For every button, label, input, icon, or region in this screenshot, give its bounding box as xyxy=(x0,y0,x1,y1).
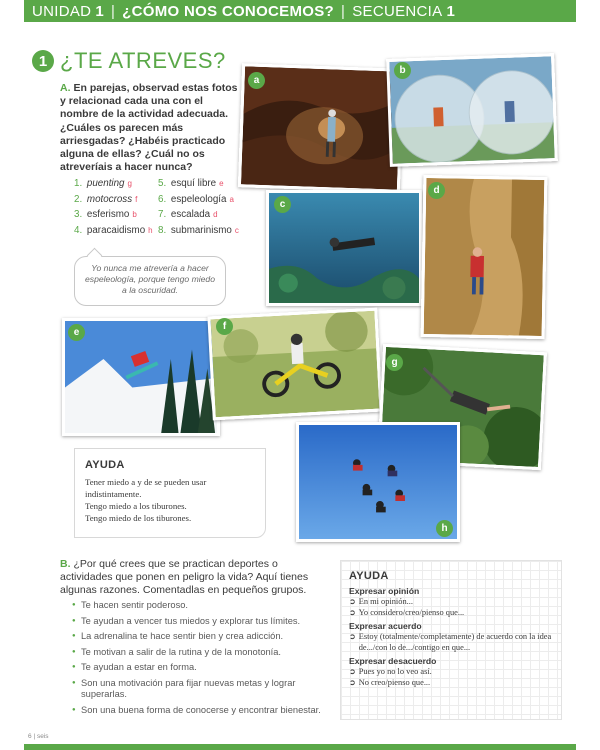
list-item: ● Te ayudan a estar en forma. xyxy=(72,662,342,674)
photo-tag: c xyxy=(274,196,291,213)
activity-list-right xyxy=(158,176,239,238)
photo-tag: g xyxy=(386,354,403,371)
question-a xyxy=(60,82,240,174)
header-separator: | xyxy=(110,2,116,20)
help-phrase: ➲ Estoy (totalmente/completamente) de acuerdo con la idea de.../con lo de.../contigo en que... xyxy=(349,632,552,652)
photo-tag: h xyxy=(436,520,453,537)
photo-tag: a xyxy=(248,72,265,89)
page-number: 6 xyxy=(28,733,32,740)
list-item: 6. espeleología a xyxy=(158,193,234,205)
help-line: Tener miedo a y de se pueden usar indistintamente. xyxy=(85,477,207,499)
list-item: 4. paracaidismo h xyxy=(74,224,153,236)
help-phrase: ➲ No creo/pienso que... xyxy=(349,678,431,687)
list-item: ● Son una motivación para fijar nuevas metas y lograr superarlas. xyxy=(72,678,342,701)
photo-skydiving xyxy=(296,422,460,542)
sequence-number: 1 xyxy=(446,2,456,20)
section-title: ¿TE ATREVES? xyxy=(60,48,226,73)
list-item: ● Te ayudan a vencer tus miedos y explorar tus límites. xyxy=(72,616,342,628)
question-a-text: En parejas, observad estas fotos y relacionad cada una con el nombre de la actividad adecuada. ¿Cuáles os parecen más arriesgadas? ¿Habéis practicado alguna de ellas? ¿Cuál no os atreveríais a hacer nunca? xyxy=(60,82,238,174)
photo-tag: e xyxy=(68,324,85,341)
list-item: 3. esferismo b xyxy=(74,209,137,220)
list-item: 8. submarinismo c xyxy=(158,224,239,236)
help-phrase: ➲ Pues yo no lo veo así. xyxy=(349,667,432,676)
list-item: ● Te hacen sentir poderoso. xyxy=(72,600,342,612)
photo-motocross xyxy=(207,308,382,421)
arrow-right-icon: ➲ xyxy=(349,678,356,687)
question-a-letter: A. xyxy=(60,82,71,94)
photo-zorbing xyxy=(386,53,558,167)
help-phrase: ➲ En mi opinión... xyxy=(349,597,413,606)
list-item: ● La adrenalina te hace sentir bien y crea adicción. xyxy=(72,631,342,643)
reasons-list xyxy=(72,600,342,720)
list-item: 2. motocross f xyxy=(74,193,138,205)
unit-title: ¿CÓMO NOS CONOCEMOS? xyxy=(122,2,335,20)
help-title: AYUDA xyxy=(85,459,125,471)
page-footer xyxy=(28,733,49,740)
speech-bubble: Yo nunca me atrevería a hacer espeleología, porque tengo miedo a la oscuridad. xyxy=(74,256,226,306)
help-heading: Expresar opinión xyxy=(349,586,420,596)
arrow-right-icon: ➲ xyxy=(349,597,356,606)
help-line: Tengo miedo de los tiburones. xyxy=(85,513,192,523)
question-b-letter: B. xyxy=(60,558,71,570)
list-item: ● Son una buena forma de conocerse y encontrar bienestar. xyxy=(72,705,342,717)
header-separator: | xyxy=(341,2,346,20)
unit-label: UNIDAD xyxy=(32,2,92,20)
arrow-right-icon: ➲ xyxy=(349,632,356,641)
list-item: 1. puenting g xyxy=(74,178,132,189)
unit-header-bar xyxy=(24,0,576,22)
help-title: AYUDA xyxy=(349,570,389,582)
photo-rock-climbing xyxy=(421,175,548,339)
page-number-word: seis xyxy=(36,733,49,740)
help-heading: Expresar acuerdo xyxy=(349,621,422,631)
section-number-badge: 1 xyxy=(32,50,54,72)
unit-number: 1 xyxy=(95,2,104,20)
arrow-right-icon: ➲ xyxy=(349,608,356,617)
question-b xyxy=(60,558,328,598)
help-box-miedo xyxy=(74,448,266,538)
photo-freeskiing xyxy=(62,318,220,436)
help-line: Tengo miedo a los tiburones. xyxy=(85,501,187,511)
activity-list-left xyxy=(74,176,153,238)
list-item: 7. escalada d xyxy=(158,209,218,220)
arrow-right-icon: ➲ xyxy=(349,667,356,676)
list-item: 5. esquí libre e xyxy=(158,178,224,189)
help-heading: Expresar desacuerdo xyxy=(349,656,437,666)
photo-tag: f xyxy=(216,318,233,335)
footer-separator: | xyxy=(33,733,36,740)
bottom-bar xyxy=(24,744,576,750)
help-box-opinion xyxy=(340,560,562,720)
help-phrase: ➲ Yo considero/creo/pienso que... xyxy=(349,608,465,617)
sequence-label: SECUENCIA xyxy=(352,2,443,20)
list-item: ● Te motivan a salir de la rutina y de la monotonía. xyxy=(72,647,342,659)
photo-tag: d xyxy=(428,182,445,199)
question-b-text: ¿Por qué crees que se practican deportes o actividades que ponen en peligro la vida? Aquí tienes algunas razones. Comentadlas en pequeños grupos. xyxy=(60,558,309,597)
photo-tag: b xyxy=(394,62,411,79)
